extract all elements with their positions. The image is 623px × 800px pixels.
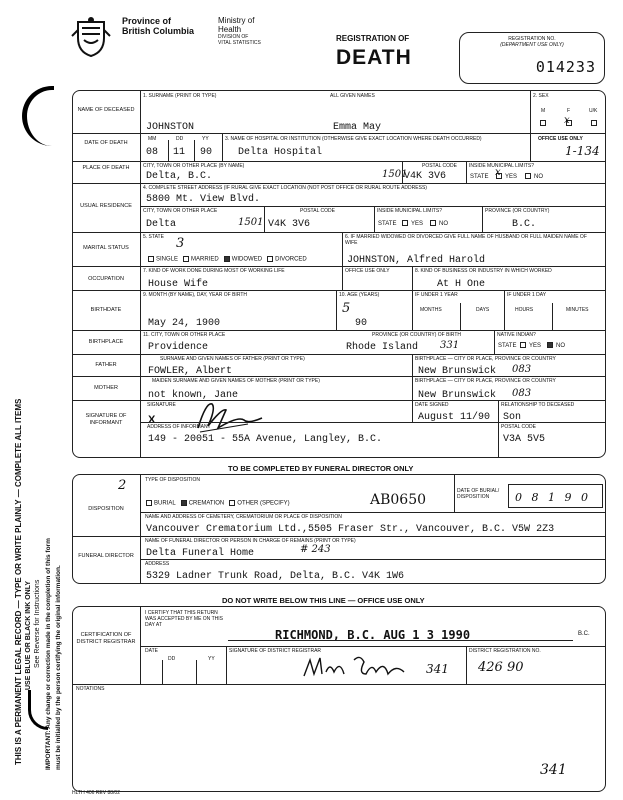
signature-label: SIGNATURE [147, 402, 176, 408]
permanent-record-notice: THIS IS A PERMANENT LEGAL RECORD — TYPE OR WRITE PLAINLY — COMPLETE ALL ITEMS [14, 398, 23, 765]
sex-uk-label: U/K [589, 108, 598, 114]
place-code: 1501 [382, 169, 408, 180]
fd-name-label: NAME OF FUNERAL DIRECTOR OR PERSON IN CHARGE OF REMAINS (PRINT OR TYPE) [145, 538, 356, 544]
inside-limits-label: INSIDE MUNICIPAL LIMITS? [469, 163, 535, 169]
hours-label: HOURS [515, 307, 534, 313]
funeral-only-heading: TO BE COMPLETED BY FUNERAL DIRECTOR ONLY [228, 464, 414, 473]
bc-label: B.C. [578, 631, 590, 637]
res-no-checkbox[interactable] [430, 220, 436, 226]
street-value[interactable]: 5800 Mt. View Blvd. [146, 194, 261, 205]
label-signature-informant: SIGNATURE OF INFORMANT [85, 413, 127, 426]
signature-x: X [148, 414, 156, 426]
informant-addr-label: ADDRESS OF INFORMANT [147, 424, 211, 430]
crematorium-value[interactable]: Vancouver Crematorium Ltd.,5505 Fraser Str., Vancouver, B.C. V5W 2Z3 [146, 524, 555, 535]
yy-label: YY [202, 136, 209, 142]
important-notice-1: IMPORTANT: Any change or correction made in the completion of this form [45, 538, 52, 770]
birth-city-value[interactable]: Providence [148, 342, 209, 353]
widowed-checkbox[interactable] [224, 256, 230, 262]
native-no-label: NO [556, 343, 565, 349]
district-reg-label: DISTRICT REGISTRATION NO. [469, 648, 541, 654]
burial-date-box[interactable] [508, 484, 603, 508]
mother-bp-label: BIRTHPLACE — CITY OR PLACE, PROVINCE OR COUNTRY [415, 378, 556, 384]
label-birthplace: BIRTHPLACE [88, 339, 124, 345]
sig-registrar-label: SIGNATURE OF DISTRICT REGISTRAR [229, 648, 322, 654]
label-date-death: DATE OF DEATH [84, 140, 128, 146]
burial-date-value: 0 8 1 9 0 [515, 491, 591, 504]
sex-f-label: F [567, 108, 571, 114]
father-name-label: SURNAME AND GIVEN NAMES OF FATHER (PRINT OR TYPE) [160, 356, 305, 362]
surname-value[interactable]: JOHNSTON [146, 122, 195, 133]
months-label: MONTHS [420, 307, 442, 313]
industry-label: 8. KIND OF BUSINESS OR INDUSTRY IN WHICH WORKED [415, 268, 552, 274]
cremation-checkbox[interactable] [181, 500, 187, 506]
res-yes-checkbox[interactable] [402, 220, 408, 226]
important-notice-2: must be initialled by the person certifying the original information. [55, 565, 62, 770]
fd-address-value[interactable]: 5329 Ladner Trunk Road, Delta, B.C. V4K 1W6 [146, 571, 405, 582]
label-funeral-director: FUNERAL DIRECTOR [78, 553, 134, 559]
label-cert-registrar: CERTIFICATION OF DISTRICT REGISTRAR [76, 632, 136, 645]
fd-code: # 243 [300, 544, 331, 555]
street-label: 4. COMPLETE STREET ADDRESS (IF RURAL GIVE EXACT LOCATION (NOT POST OFFICE OR RURAL ROUTE ADDRESS) [143, 185, 427, 191]
res-city-value[interactable]: Delta [146, 219, 177, 230]
label-father: FATHER [95, 362, 117, 368]
birth-code: 331 [440, 340, 460, 351]
sex-m-label: M [541, 108, 546, 114]
form-code: HLTH 406 REV 88/02 [72, 790, 120, 796]
field1-label: 1. SURNAME (PRINT OR TYPE) [143, 93, 217, 99]
age-value[interactable]: 90 [355, 318, 368, 329]
native-yes-label: YES [529, 343, 542, 349]
res-state-label: STATE [378, 221, 397, 227]
label-mother: MOTHER [94, 385, 118, 391]
page-number: 341 [540, 762, 567, 778]
age-label: 10. AGE (YEARS) [339, 292, 380, 298]
certify-label: I CERTIFY THAT THIS RETURN WAS ACCEPTED BY ME ON THIS DAY AT [145, 610, 223, 628]
registrar-sig-code: 341 [426, 662, 449, 676]
occupation-office-label: OFFICE USE ONLY [345, 268, 390, 274]
birth-prov-label: PROVINCE (OR COUNTRY) OF BIRTH [372, 332, 461, 338]
type-disposition-label: TYPE OF DISPOSITION [145, 477, 201, 483]
death-mm[interactable]: 08 [146, 147, 159, 158]
single-checkbox[interactable] [148, 256, 154, 262]
married-checkbox[interactable] [183, 256, 189, 262]
informant-postal-value[interactable]: V3A 5V5 [503, 434, 546, 445]
relationship-label: RELATIONSHIP TO DECEASED [501, 402, 575, 408]
informant-addr-value[interactable]: 149 - 20051 - 55A Avenue, Langley, B.C. [148, 434, 383, 445]
industry-value[interactable]: At H One [437, 279, 486, 290]
informant-postal-label: POSTAL CODE [501, 424, 537, 430]
no-label: NO [534, 174, 543, 180]
given-names-value[interactable]: Emma May [333, 122, 382, 133]
permit-value: AB0650 [370, 492, 427, 508]
reg-date-label: DATE [145, 648, 158, 654]
office-use-label: OFFICE USE ONLY [538, 136, 583, 142]
label-marital: MARITAL STATUS [83, 245, 129, 251]
res-province-label: PROVINCE (OR COUNTRY) [485, 208, 550, 214]
fd-address-label: ADDRESS [145, 561, 170, 567]
sex-m-checkbox[interactable] [540, 120, 546, 126]
district-reg-value: 426 90 [478, 660, 524, 675]
state-label: STATE [470, 174, 489, 180]
reg-dd-label: DD [168, 656, 176, 662]
native-no-checkbox[interactable] [547, 342, 553, 348]
disposition-options: BURIAL CREMATION OTHER (SPECIFY) [146, 500, 290, 508]
father-bp-value[interactable]: New Brunswick [418, 366, 497, 377]
reverse-notice: See Reverse for Instructions [34, 579, 41, 668]
days-label: DAYS [476, 307, 490, 313]
registrar-signature [300, 652, 420, 682]
res-inside-label: INSIDE MUNICIPAL LIMITS? [377, 208, 443, 214]
death-dd[interactable]: 11 [173, 147, 186, 158]
native-label: NATIVE INDIAN? [497, 332, 536, 338]
office-only-heading: DO NOT WRITE BELOW THIS LINE — OFFICE USE ONLY [222, 596, 425, 605]
res-code: 1501 [238, 217, 264, 228]
label-name-deceased: NAME OF DECEASED [77, 107, 135, 113]
registration-number-box: REGISTRATION NO. (DEPARTMENT USE ONLY) 014233 [459, 32, 605, 84]
ink-notice: USE BLUE OR BLACK INK ONLY [25, 580, 32, 690]
birthdate-value[interactable]: May 24, 1900 [148, 318, 221, 329]
native-state-label: STATE [498, 343, 517, 349]
place-postal-label: POSTAL CODE [422, 163, 458, 169]
birth-prov-value[interactable]: Rhode Island [346, 342, 419, 353]
res-no-label: NO [439, 221, 448, 227]
label-disposition: DISPOSITION [88, 506, 124, 512]
place-city-label: CITY, TOWN OR OTHER PLACE (BY NAME) [143, 163, 245, 169]
divorced-checkbox[interactable] [267, 256, 273, 262]
registration-number: 014233 [535, 58, 596, 76]
disposition-hand: 2 [118, 478, 127, 493]
spouse-label: 6. IF MARRIED WIDOWED OR DIVORCED GIVE FULL NAME OF HUSBAND OR FULL MAIDEN NAME OF WIFE [345, 234, 587, 246]
spouse-value[interactable]: JOHNSTON, Alfred Harold [347, 255, 486, 266]
res-postal-value[interactable]: V4K 3V6 [268, 219, 311, 230]
inside-mark: x [495, 167, 501, 178]
hospital-label: 3. NAME OF HOSPITAL OR INSTITUTION (OTHERWISE GIVE EXACT LOCATION WHERE DEATH OCCURRED) [225, 136, 482, 142]
father-value[interactable]: FOWLER, Albert [148, 366, 233, 377]
given-names-label: ALL GIVEN NAMES [330, 93, 375, 99]
label-occupation: OCCUPATION [88, 276, 124, 282]
sex-uk-checkbox[interactable] [591, 120, 597, 126]
relationship-value[interactable]: Son [503, 412, 522, 423]
punch-hole-top [22, 86, 54, 146]
ministry-title: Ministry of Health DIVISION OF VITAL STATISTICS [218, 16, 261, 46]
sex-mark: x [564, 115, 570, 126]
date-burial-label: DATE OF BURIAL/ DISPOSITION [457, 488, 500, 500]
place-postal-value[interactable]: V4K 3V6 [404, 171, 447, 182]
occupation-label: 7. KIND OF WORK DONE DURING MOST OF WORKING LIFE [143, 268, 285, 274]
marital-state-label: 5. STATE [143, 234, 164, 240]
birth-city-label: 11. CITY, TOWN OR OTHER PLACE [143, 332, 226, 338]
marital-options: SINGLE MARRIED WIDOWED DIVORCED [148, 256, 307, 264]
label-birthdate: BIRTHDATE [90, 307, 122, 313]
registrar-stamp: RICHMOND, B.C. AUG 1 3 1990 [275, 628, 471, 642]
res-yes-label: YES [411, 221, 424, 227]
sex-label: 2. SEX [533, 93, 549, 99]
mother-value[interactable]: not known, Jane [148, 390, 239, 401]
notations-label: NOTATIONS [76, 686, 105, 692]
age-hand: 5 [342, 301, 351, 316]
mm-label: MM [148, 136, 157, 142]
death-yy[interactable]: 90 [200, 147, 213, 158]
date-signed-value[interactable]: August 11/90 [418, 412, 491, 423]
fd-name-value[interactable]: Delta Funeral Home [146, 548, 255, 559]
res-city-label: CITY, TOWN OR OTHER PLACE [143, 208, 218, 214]
burial-checkbox[interactable] [146, 500, 152, 506]
cemetery-label: NAME AND ADDRESS OF CEMETERY, CREMATORIUM OR PLACE OF DISPOSITION [145, 514, 342, 520]
father-bp-label: BIRTHPLACE — CITY OR PLACE, PROVINCE OR COUNTRY [415, 356, 556, 362]
office-code: 1-134 [565, 144, 600, 158]
res-postal-label: POSTAL CODE [300, 208, 336, 214]
birthdate-label: 9. MONTH (BY NAME), DAY, YEAR OF BIRTH [143, 292, 248, 298]
date-signed-label: DATE SIGNED [415, 402, 449, 408]
native-yes-checkbox[interactable] [520, 342, 526, 348]
bc-coat-of-arms [70, 16, 112, 58]
father-bp-code: 083 [512, 364, 532, 375]
hospital-value[interactable]: Delta Hospital [238, 147, 323, 158]
label-usual-residence: USUAL RESIDENCE [80, 203, 132, 209]
registration-of-label: REGISTRATION OF [336, 34, 410, 43]
res-province-value[interactable]: B.C. [512, 219, 537, 230]
under-day-label: IF UNDER 1 DAY [507, 292, 547, 298]
province-title: Province of British Columbia [122, 16, 195, 36]
under-year-label: IF UNDER 1 YEAR [415, 292, 458, 298]
death-title: DEATH [336, 46, 412, 69]
place-city-value[interactable]: Delta, B.C. [146, 171, 213, 182]
mother-bp-code: 083 [512, 388, 532, 399]
inside-no-checkbox[interactable] [525, 173, 531, 179]
label-place-death: PLACE OF DEATH [82, 165, 130, 171]
other-checkbox[interactable] [229, 500, 235, 506]
occupation-value[interactable]: House Wife [148, 279, 209, 290]
mother-name-label: MAIDEN SURNAME AND GIVEN NAMES OF MOTHER (PRINT OR TYPE) [152, 378, 320, 384]
marital-state-value: 3 [176, 236, 185, 251]
reg-yy-label: YY [208, 656, 215, 662]
punch-hole-bottom [28, 690, 48, 730]
mother-bp-value[interactable]: New Brunswick [418, 390, 497, 401]
minutes-label: MINUTES [566, 307, 589, 313]
dd-label: DD [176, 136, 184, 142]
yes-label: YES [505, 174, 518, 180]
